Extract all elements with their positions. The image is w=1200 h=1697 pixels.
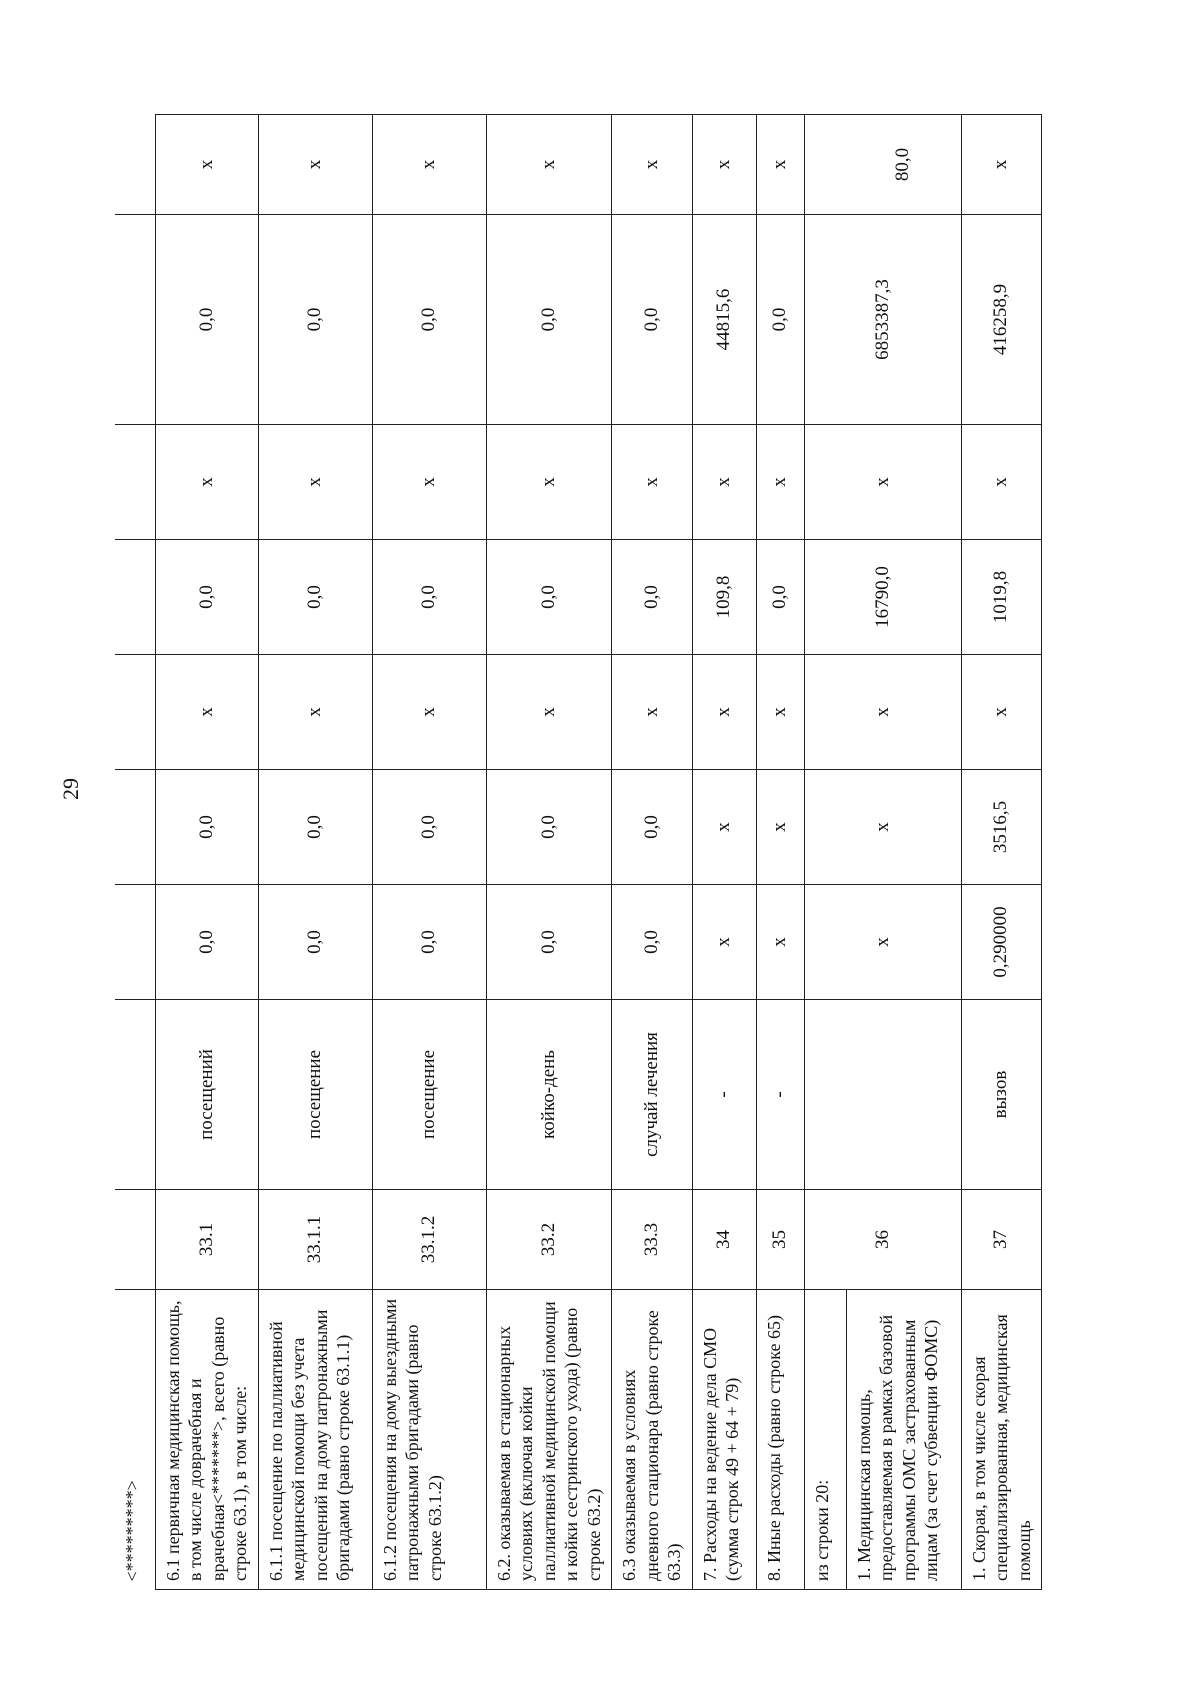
row-name: 7. Расходы на ведение дела СМО (сумма строк 49 + 64 + 79) [692, 1290, 756, 1590]
cell-value: 0,0 [372, 770, 486, 885]
cell-value: x [486, 425, 612, 540]
cell-value: x [155, 425, 258, 540]
table-row [804, 115, 846, 1590]
row-unit: койко-день [486, 1000, 612, 1190]
row-code: 34 [692, 1190, 756, 1290]
cell-value: x [258, 115, 372, 215]
cell-value: 0,0 [612, 540, 693, 655]
cell-value: 16790,0 [804, 540, 961, 655]
cell-value: x [961, 425, 1042, 540]
cell-value: x [961, 115, 1042, 215]
cell-value: 0,0 [258, 215, 372, 425]
table-row [155, 115, 258, 1590]
row-name: 6.3 оказываемая в условиях дневного стационара (равно строке 63.3) [612, 1290, 693, 1590]
table-row [258, 115, 372, 1590]
row-name: 8. Иные расходы (равно строке 65) [756, 1290, 804, 1590]
cell-value: 0,0 [612, 215, 693, 425]
cell-value: x [612, 655, 693, 770]
cell-value: x [756, 115, 804, 215]
row-unit: - [692, 1000, 756, 1190]
row-code: 35 [756, 1190, 804, 1290]
row-unit: посещений [155, 1000, 258, 1190]
cell-value: x [612, 115, 693, 215]
cell-value: x [756, 770, 804, 885]
row-name: 6.1.2 посещения на дому выездными патронажными бригадами (равно строке 63.1.2) [372, 1290, 486, 1590]
cell-value: 0,0 [372, 885, 486, 1000]
row-unit: - [756, 1000, 804, 1190]
cell-value: 0,0 [258, 770, 372, 885]
table-row [115, 115, 155, 1590]
cell-value: x [756, 655, 804, 770]
row-name: 1. Скорая, в том числе скорая специализированная, медицинская помощь [961, 1290, 1042, 1590]
row-code: 33.2 [486, 1190, 612, 1290]
row-unit: вызов [961, 1000, 1042, 1190]
expenses-table [115, 114, 1042, 1590]
cell-value: x [804, 885, 961, 1000]
row-name: 6.1 первичная медицинская помощь, в том числе доврачебная и врачебная<*******>, всего (равно строке 63.1), в том числе: [155, 1290, 258, 1590]
cell-value: 3516,5 [961, 770, 1042, 885]
cell-value: 0,0 [612, 770, 693, 885]
row-unit: случай лечения [612, 1000, 693, 1190]
cell-value: 0,0 [756, 215, 804, 425]
cell-value: x [612, 425, 693, 540]
row-unit: посещение [258, 1000, 372, 1190]
cell-value: 0,0 [155, 540, 258, 655]
cell-value: x [372, 115, 486, 215]
cell-value: x [804, 770, 961, 885]
cell-value: 0,0 [486, 540, 612, 655]
cell-value: x [756, 425, 804, 540]
cell-value: 0,0 [258, 540, 372, 655]
cell-value: x [486, 655, 612, 770]
cell-value: 0,0 [258, 885, 372, 1000]
table-row [961, 115, 1042, 1590]
cell-value: x [155, 655, 258, 770]
row-code: 33.3 [612, 1190, 693, 1290]
table-row [692, 115, 756, 1590]
cell-value: 416258,9 [961, 215, 1042, 425]
cell-value: 44815,6 [692, 215, 756, 425]
row-code: 33.1 [155, 1190, 258, 1290]
row-code: 37 [961, 1190, 1042, 1290]
cell-value: x [692, 115, 756, 215]
cell-value: x [258, 425, 372, 540]
rotated-table-container [115, 115, 1042, 1590]
cell-value: x [372, 425, 486, 540]
cell-value: 0,0 [486, 770, 612, 885]
top-row-label: <*********> [115, 1290, 155, 1590]
cell-value: 0,0 [486, 215, 612, 425]
row-unit: посещение [372, 1000, 486, 1190]
cell-value: 0,0 [612, 885, 693, 1000]
from-row-label: из строки 20: [804, 1290, 846, 1590]
cell-value: 0,0 [756, 540, 804, 655]
cell-value: x [804, 425, 961, 540]
row-code: 33.1.2 [372, 1190, 486, 1290]
row-name: 1. Медицинская помощь, предоставляемая в рамках базовой программы ОМС застрахованным лицам (за счет субвенции ФОМС) [846, 1290, 961, 1590]
cell-value: x [155, 115, 258, 215]
cell-value: 0,290000 [961, 885, 1042, 1000]
row-name: 6.2. оказываемая в стационарных условиях (включая койки паллиативной медицинской помощи и койки сестринского ухода) (равно строке 63.2) [486, 1290, 612, 1590]
cell-value: 6853387,3 [804, 215, 961, 425]
cell-value: 1019,8 [961, 540, 1042, 655]
cell-value: 109,8 [692, 540, 756, 655]
cell-value: 80,0 [846, 115, 961, 215]
row-name: 6.1.1 посещение по паллиативной медицинской помощи без учета посещений на дому патронажными бригадами (равно строке 63.1.1) [258, 1290, 372, 1590]
cell-value: 0,0 [372, 215, 486, 425]
cell-value: 0,0 [372, 540, 486, 655]
cell-value: x [692, 655, 756, 770]
row-unit [804, 1000, 961, 1190]
cell-value: x [692, 770, 756, 885]
cell-value: 0,0 [155, 770, 258, 885]
row-code: 36 [804, 1190, 961, 1290]
table-row [372, 115, 486, 1590]
cell-value: x [804, 655, 961, 770]
row-code: 33.1.1 [258, 1190, 372, 1290]
table-row [612, 115, 693, 1590]
table-row [756, 115, 804, 1590]
cell-value: x [486, 115, 612, 215]
cell-value: 0,0 [486, 885, 612, 1000]
table-row [486, 115, 612, 1590]
cell-value: x [372, 655, 486, 770]
cell-value: x [258, 655, 372, 770]
page-number: 29 [58, 778, 83, 800]
cell-value: 0,0 [155, 885, 258, 1000]
cell-value: 0,0 [155, 215, 258, 425]
cell-value: x [692, 885, 756, 1000]
cell-value: x [692, 425, 756, 540]
cell-value: x [961, 655, 1042, 770]
cell-value: x [756, 885, 804, 1000]
